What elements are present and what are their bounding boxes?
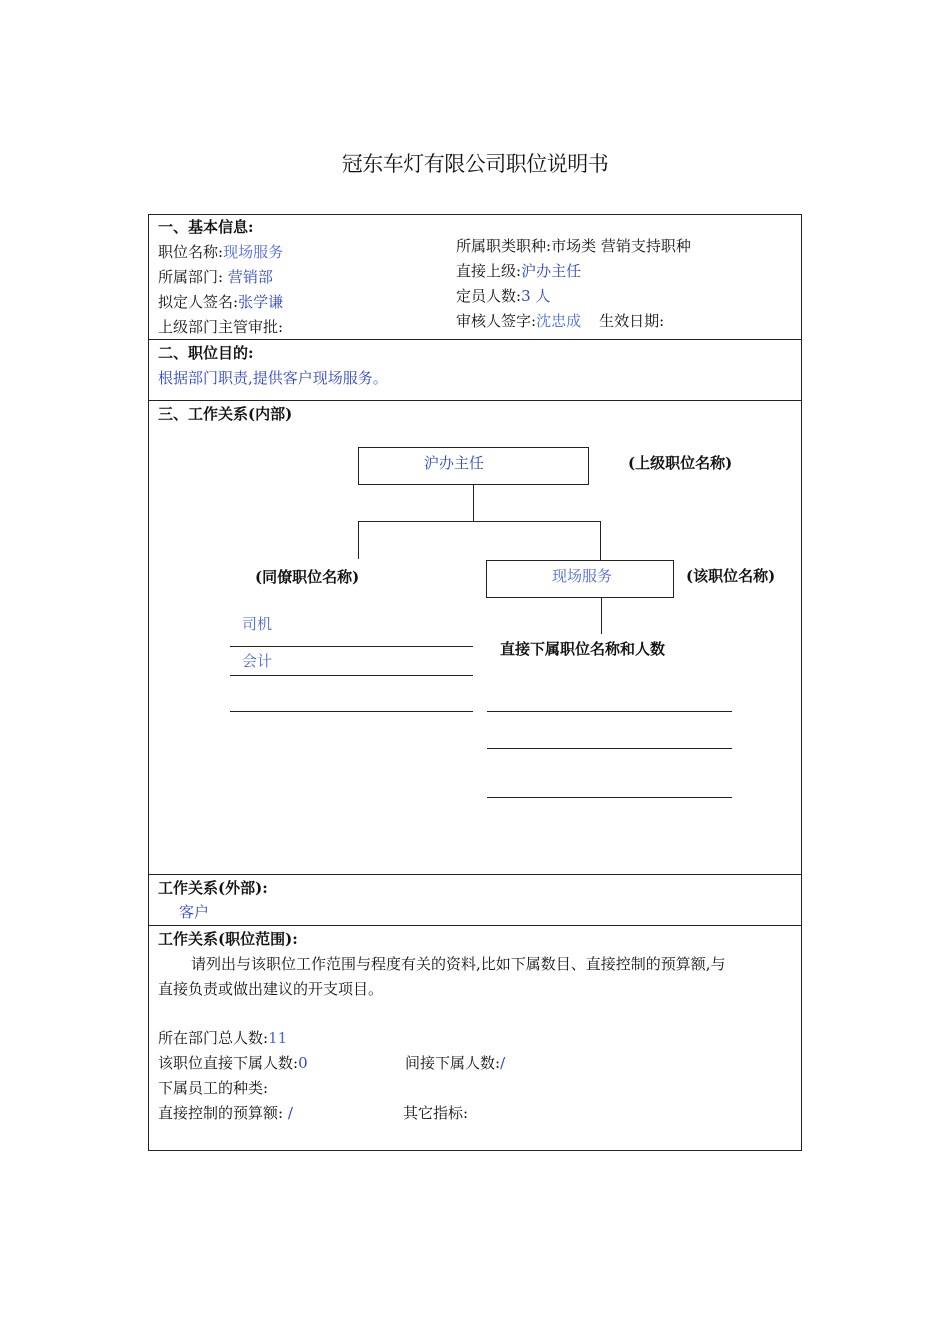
row-divider <box>148 339 802 340</box>
job-category-value: 市场类 营销支持职种 <box>551 237 691 255</box>
department-field <box>158 267 273 287</box>
scope-instruction: 请列出与该职位工作范围与程度有关的资料,比如下属数目、直接控制的预算额,与 <box>191 955 726 973</box>
peer-line <box>230 711 473 712</box>
job-category-field <box>456 236 691 256</box>
purpose-heading: 二、职位目的: <box>158 344 254 362</box>
peer-caption: (同僚职位名称) <box>255 568 360 586</box>
external-relations-heading: 工作关系(外部): <box>158 879 268 897</box>
indirect-sub-label: 间接下属人数: <box>405 1054 501 1072</box>
position-name-field <box>158 242 283 262</box>
effective-date-label: 生效日期: <box>599 312 665 330</box>
chart-connector <box>601 598 602 634</box>
reviewer-value: 沈忠成 <box>536 312 582 330</box>
department-label: 所属部门: <box>158 268 228 286</box>
document-title: 冠东车灯有限公司职位说明书 <box>341 152 609 176</box>
peer-line <box>230 646 473 647</box>
dept-total-label: 所在部门总人数: <box>158 1029 269 1047</box>
row-divider <box>148 400 802 401</box>
external-relations-value: 客户 <box>179 903 210 921</box>
subordinate-line <box>487 748 732 749</box>
indirect-sub-value: / <box>500 1054 506 1072</box>
direct-superior-label: 直接上级: <box>456 262 522 280</box>
direct-sub-value: 0 <box>298 1054 308 1072</box>
chart-connector <box>473 485 474 521</box>
direct-sub-field <box>158 1053 308 1073</box>
sub-types-field: 下属员工的种类: <box>158 1079 269 1097</box>
budget-value: / <box>287 1104 293 1122</box>
superior-caption: (上级职位名称) <box>628 454 733 472</box>
row-divider <box>148 874 802 875</box>
peer-position-item: 司机 <box>242 615 273 633</box>
budget-field <box>158 1103 293 1123</box>
peer-line <box>230 675 473 676</box>
subordinate-caption: 直接下属职位名称和人数 <box>500 640 666 658</box>
scope-heading: 工作关系(职位范围): <box>158 930 298 948</box>
other-indicators-field: 其它指标: <box>403 1104 469 1122</box>
current-position-caption: (该职位名称) <box>686 567 776 585</box>
drafter-field <box>158 292 283 312</box>
peer-position-item: 会计 <box>242 652 273 670</box>
subordinate-line <box>487 711 732 712</box>
subordinate-line <box>487 797 732 798</box>
reviewer-label: 审核人签字: <box>456 312 537 330</box>
direct-superior-value: 沪办主任 <box>521 262 582 280</box>
superior-approval-field: 上级部门主管审批: <box>158 318 284 336</box>
drafter-value: 张学谦 <box>238 293 284 311</box>
internal-relations-heading: 三、工作关系(内部) <box>158 405 293 423</box>
scope-instruction: 直接负责或做出建议的开支项目。 <box>158 980 384 998</box>
basic-info-heading: 一、基本信息: <box>158 218 254 236</box>
direct-superior-field <box>456 261 581 281</box>
reviewer-field <box>456 311 664 331</box>
position-name-label: 职位名称: <box>158 243 224 261</box>
dept-total-value: 11 <box>268 1029 288 1047</box>
drafter-label: 拟定人签名: <box>158 293 239 311</box>
superior-position-name: 沪办主任 <box>423 454 484 472</box>
row-divider <box>148 925 802 926</box>
purpose-text: 根据部门职责,提供客户现场服务。 <box>158 369 388 387</box>
headcount-value: 3 人 <box>521 287 551 305</box>
indirect-sub-field <box>405 1053 505 1073</box>
budget-label: 直接控制的预算额: <box>158 1104 288 1122</box>
position-name-value: 现场服务 <box>223 243 284 261</box>
headcount-field <box>456 286 550 306</box>
direct-sub-label: 该职位直接下属人数: <box>158 1054 299 1072</box>
chart-connector <box>358 521 601 522</box>
headcount-label: 定员人数: <box>456 287 522 305</box>
chart-connector <box>600 521 601 560</box>
chart-connector <box>358 521 359 559</box>
current-position-name: 现场服务 <box>551 567 612 585</box>
job-category-label: 所属职类职种: <box>456 237 552 255</box>
department-value: 营销部 <box>227 268 273 286</box>
dept-total-field <box>158 1028 287 1048</box>
